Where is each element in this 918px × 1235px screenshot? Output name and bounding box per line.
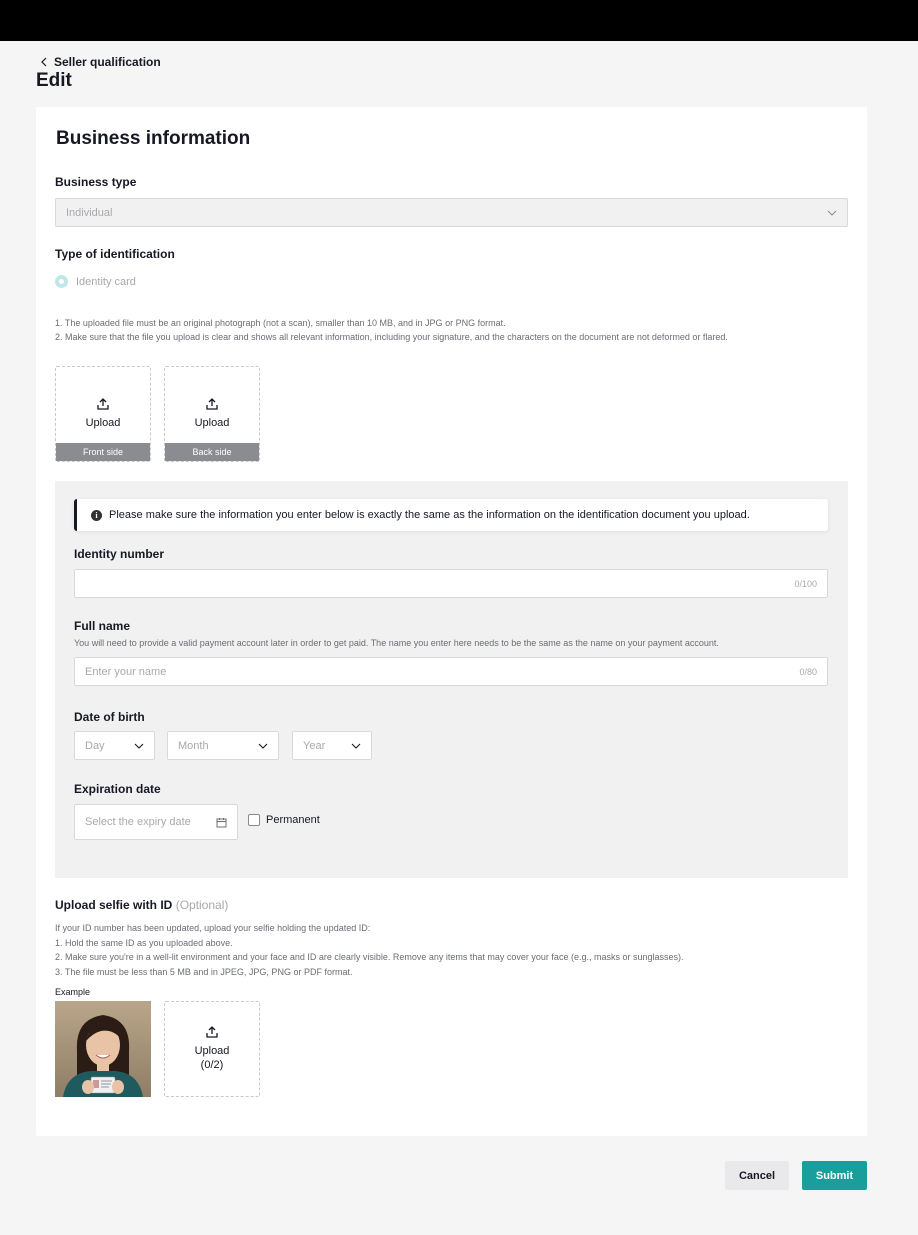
dob-year-select[interactable]: [292, 731, 372, 760]
identity-number-input[interactable]: [74, 569, 828, 598]
selfie-note: 3. The file must be less than 5 MB and in JPEG, JPG, PNG or PDF format.: [55, 966, 353, 977]
chevron-down-icon: [827, 210, 837, 216]
upload-back-side[interactable]: [164, 366, 260, 462]
identity-details-panel: [55, 481, 848, 878]
section-title: Business information: [56, 128, 251, 149]
checkbox-icon: [248, 814, 260, 826]
upload-label: Upload: [85, 417, 121, 429]
selfie-label-row: [55, 898, 228, 912]
upload-front-side[interactable]: [55, 366, 151, 462]
cancel-button[interactable]: Cancel: [725, 1161, 789, 1190]
upload-label: Upload: [194, 1045, 230, 1057]
selfie-note: 2. Make sure you're in a well-lit environment and your face and ID are clearly visible. Remove any items that may cover your face (e.g., masks or sunglasses).: [55, 952, 684, 962]
dob-month-select[interactable]: [167, 731, 279, 760]
side-label: Back side: [165, 443, 259, 461]
radio-selected-icon: [55, 275, 68, 288]
identity-number-label: Identity number: [74, 547, 165, 561]
selfie-note: If your ID number has been updated, upload your selfie holding the updated ID:: [55, 923, 371, 933]
back-link[interactable]: [40, 55, 161, 69]
upload-note: 1. The uploaded file must be an original photograph (not a scan), smaller than 10 MB, and in JPG or PNG format.: [55, 318, 506, 328]
back-link-label[interactable]: Seller qualification: [54, 55, 161, 69]
alert-text: Please make sure the information you enter below is exactly the same as the information on the identification document you upload.: [109, 509, 750, 521]
top-bar: [0, 0, 918, 41]
optional-label: (Optional): [175, 898, 229, 912]
upload-text: [195, 1044, 230, 1072]
upload-count: (0/2): [200, 1059, 224, 1071]
expiry-placeholder: Select the expiry date: [85, 816, 191, 828]
permanent-checkbox[interactable]: [248, 814, 320, 826]
id-type-label: Type of identification: [55, 247, 175, 261]
business-info-card: [36, 107, 867, 1136]
day-placeholder: Day: [85, 739, 105, 752]
business-type-select[interactable]: [55, 198, 848, 227]
chevron-down-icon: [134, 743, 144, 749]
full-name-label: Full name: [74, 619, 131, 633]
upload-icon: [205, 1025, 219, 1039]
dob-day-select[interactable]: [74, 731, 155, 760]
business-type-label: Business type: [55, 175, 137, 189]
full-name-placeholder: Enter your name: [85, 665, 167, 678]
business-type-value: Individual: [66, 206, 113, 219]
upload-selfie[interactable]: [164, 1001, 260, 1097]
expiry-date-picker[interactable]: [74, 804, 238, 840]
info-alert: [74, 499, 828, 531]
calendar-icon: [216, 817, 227, 828]
upload-icon: [205, 397, 219, 411]
upload-requirements: [55, 316, 728, 344]
id-type-radio[interactable]: [55, 275, 136, 288]
page-title: Edit: [36, 70, 72, 91]
expiration-label: Expiration date: [74, 782, 161, 796]
example-label: Example: [55, 987, 91, 997]
char-count: 0/100: [794, 578, 817, 589]
chevron-down-icon: [351, 743, 361, 749]
upload-label: Upload: [194, 417, 230, 429]
id-type-option-label: Identity card: [76, 275, 136, 288]
dob-label: Date of birth: [74, 710, 145, 724]
example-selfie-illustration: [55, 1001, 151, 1097]
year-placeholder: Year: [303, 739, 326, 752]
chevron-down-icon: [258, 743, 268, 749]
upload-icon: [96, 397, 110, 411]
selfie-requirements: [55, 921, 683, 979]
full-name-hint: You will need to provide a valid payment account later in order to get paid. The name you enter here needs to be the same as the name on your payment account.: [74, 638, 719, 648]
permanent-label: Permanent: [266, 814, 320, 826]
submit-button[interactable]: Submit: [802, 1161, 867, 1190]
full-name-input[interactable]: [74, 657, 828, 686]
char-count: 0/80: [799, 666, 817, 677]
side-label: Front side: [56, 443, 150, 461]
chevron-left-icon: [40, 57, 48, 67]
selfie-note: 1. Hold the same ID as you uploaded above.: [55, 937, 233, 948]
selfie-label: Upload selfie with ID: [55, 898, 173, 912]
upload-note: 2. Make sure that the file you upload is clear and shows all relevant information, including your signature, and the characters on the document are not deformed or flared.: [55, 332, 728, 342]
info-icon: i: [91, 510, 102, 521]
example-selfie-image: [55, 1001, 151, 1097]
month-placeholder: Month: [178, 739, 209, 752]
